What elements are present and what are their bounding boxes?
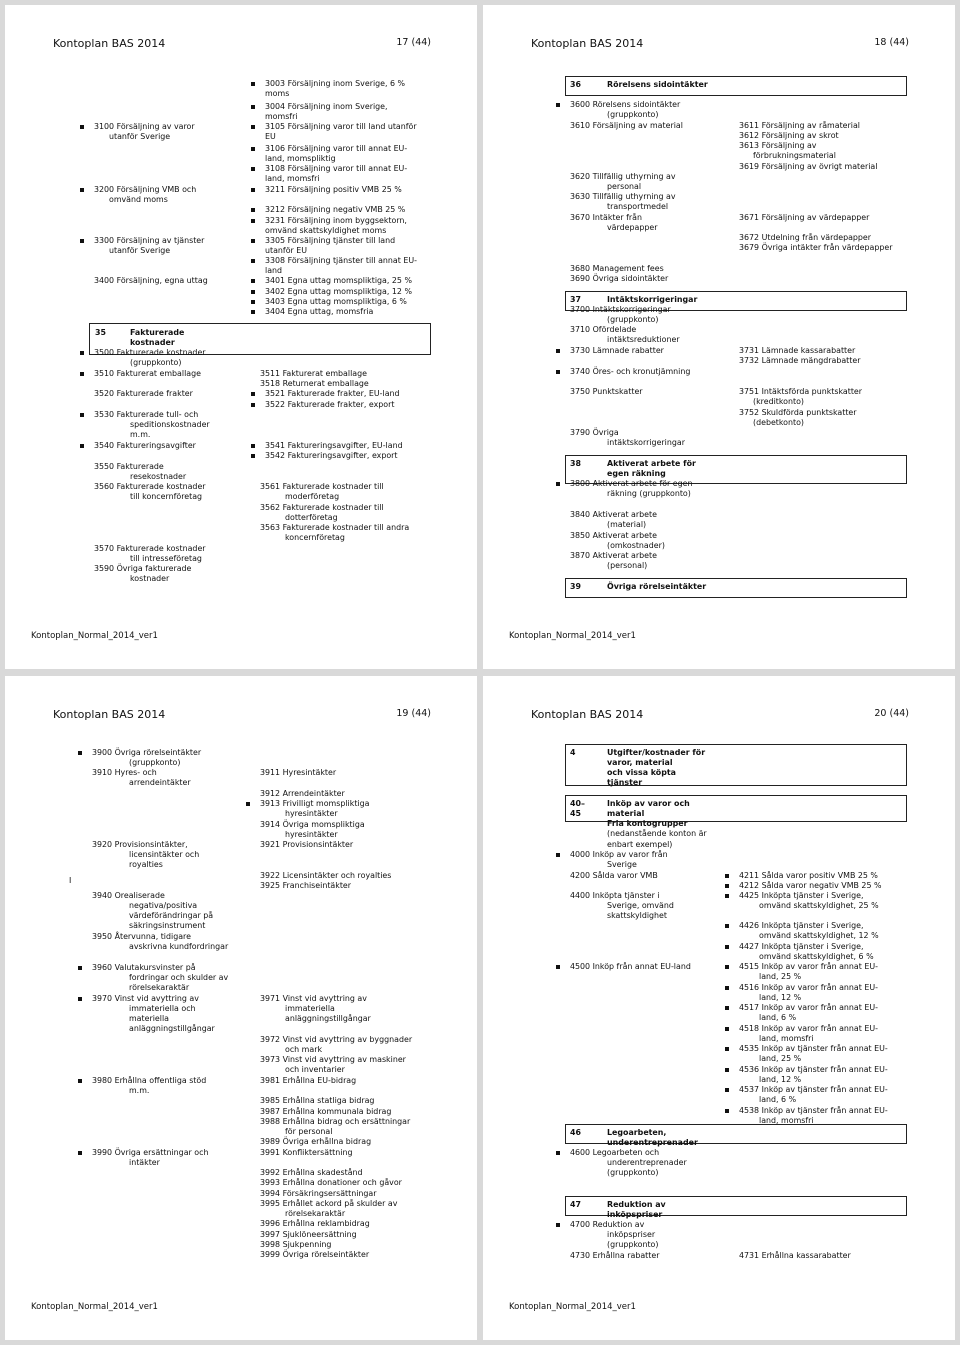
account-line: räkning (gruppkonto) — [607, 489, 691, 498]
bullet-marker — [251, 82, 255, 86]
account-line: 4537 Inköp av tjänster från annat EU- — [739, 1085, 888, 1094]
account-line: förbrukningsmaterial — [753, 151, 836, 160]
account-line: EU — [265, 132, 276, 141]
account-line: 3004 Försäljning inom Sverige, — [265, 102, 388, 111]
account-line: fordringar och skulder av — [129, 973, 229, 982]
account-line: land, 12 % — [759, 1075, 802, 1084]
account-line: immateriella — [285, 1004, 335, 1013]
page-footer: Kontoplan_Normal_2014_ver1 — [31, 1302, 158, 1312]
bullet-marker — [251, 392, 255, 396]
account-line: utanför Sverige — [109, 246, 171, 255]
bullet-marker — [556, 965, 560, 969]
page-header-title: Kontoplan BAS 2014 — [53, 37, 166, 50]
account-line: 3690 Övriga sidointäkter — [570, 274, 669, 283]
account-line: (gruppkonto) — [607, 110, 659, 119]
account-line: 3212 Försäljning negativ VMB 25 % — [265, 205, 406, 214]
account-line: 3108 Försäljning varor till annat EU- — [265, 164, 408, 173]
account-line: land, 6 % — [759, 1095, 797, 1104]
bullet-marker — [251, 147, 255, 151]
account-line: värdeförändringar på — [129, 911, 214, 920]
account-line: 3561 Fakturerade kostnader till — [260, 482, 384, 491]
account-line: 3980 Erhållna offentliga stöd — [92, 1076, 207, 1085]
page-number: 17 (44) — [396, 37, 431, 48]
account-line: utanför Sverige — [109, 132, 171, 141]
account-line: 3752 Skuldförda punktskatter — [739, 408, 857, 417]
account-line: 3992 Erhållna skadestånd — [260, 1168, 363, 1177]
account-line: 3790 Övriga — [570, 428, 619, 437]
account-line: 3914 Övriga momspliktiga — [260, 820, 365, 829]
bullet-marker — [246, 802, 250, 806]
account-line: 4427 Inköpta tjänster i Sverige, — [739, 942, 864, 951]
account-line: 3740 Öres- och kronutjämning — [570, 367, 691, 376]
bullet-marker — [251, 167, 255, 171]
account-line: 3619 Försäljning av övrigt material — [739, 162, 878, 171]
account-line: 3613 Försäljning av — [739, 141, 817, 150]
account-line: 3680 Management fees — [570, 264, 664, 273]
account-line: Sverige — [607, 860, 637, 869]
account-line: hyresintäkter — [285, 830, 338, 839]
account-line: 3522 Fakturerade frakter, export — [265, 400, 395, 409]
account-line: omvänd skattskyldighet, 25 % — [759, 901, 879, 910]
account-line: 3500 Fakturerade kostnader — [94, 348, 206, 357]
bullet-marker — [725, 986, 729, 990]
bullet-marker — [251, 403, 255, 407]
account-line: intäkter — [129, 1158, 160, 1167]
bullet-marker — [251, 188, 255, 192]
account-line: 4730 Erhållna rabatter — [570, 1251, 660, 1260]
account-line: materiella — [129, 1014, 169, 1023]
account-line: 3610 Försäljning av material — [570, 121, 683, 130]
account-line: hyresintäkter — [285, 809, 338, 818]
account-line: arrendeintäkter — [129, 778, 191, 787]
account-line: 3511 Fakturerat emballage — [260, 369, 367, 378]
account-line: 3231 Försäljning inom byggsektorn, — [265, 216, 407, 225]
account-line: 3925 Franchiseintäkter — [260, 881, 352, 890]
account-line: 3518 Returnerat emballage — [260, 379, 369, 388]
account-line: 3521 Fakturerade frakter, EU-land — [265, 389, 400, 398]
bullet-marker — [251, 208, 255, 212]
account-line: (gruppkonto) — [130, 358, 182, 367]
account-line: 3620 Tillfällig uthyrning av — [570, 172, 676, 181]
account-line: 3560 Fakturerade kostnader — [94, 482, 206, 491]
page-20 — [483, 676, 955, 1340]
account-line: 3590 Övriga fakturerade — [94, 564, 192, 573]
bullet-marker — [251, 454, 255, 458]
account-line: tjänster — [607, 778, 643, 787]
account-line: momsfri — [265, 112, 298, 121]
account-line: Aktiverat arbete för — [607, 459, 696, 468]
bullet-marker — [78, 1151, 82, 1155]
account-line: 3731 Lämnade kassarabatter — [739, 346, 856, 355]
account-line: 3612 Försäljning av skrot — [739, 131, 839, 140]
account-line: 3981 Erhållna EU-bidrag — [260, 1076, 357, 1085]
account-line: personal — [607, 182, 642, 191]
account-line: land, 25 % — [759, 1054, 802, 1063]
account-line: 3542 Faktureringsavgifter, export — [265, 451, 398, 460]
bullet-marker — [80, 413, 84, 417]
account-line: 3913 Frivilligt momspliktiga — [260, 799, 370, 808]
account-line: 3541 Faktureringsavgifter, EU-land — [265, 441, 403, 450]
bullet-marker — [556, 349, 560, 353]
account-line: land, momsfri — [265, 174, 320, 183]
page-footer: Kontoplan_Normal_2014_ver1 — [509, 1302, 636, 1312]
account-line: 36 — [570, 80, 581, 89]
account-line: 38 — [570, 459, 581, 468]
bullet-marker — [251, 125, 255, 129]
account-line: 3563 Fakturerade kostnader till andra — [260, 523, 410, 532]
account-line: 3940 Orealiserade — [92, 891, 165, 900]
account-line: 3400 Försäljning, egna uttag — [94, 276, 208, 285]
page-header-title: Kontoplan BAS 2014 — [531, 37, 644, 50]
account-line: 3671 Försäljning av värdepapper — [739, 213, 870, 222]
bullet-marker — [251, 300, 255, 304]
account-line: land, momsfri — [759, 1034, 814, 1043]
bullet-marker — [725, 1088, 729, 1092]
page-footer: Kontoplan_Normal_2014_ver1 — [31, 631, 158, 641]
account-line: 3520 Fakturerade frakter — [94, 389, 193, 398]
account-line: 4538 Inköp av tjänster från annat EU- — [739, 1106, 888, 1115]
account-line: land, momsfri — [759, 1116, 814, 1125]
account-line: 3305 Försäljning tjänster till land — [265, 236, 396, 245]
account-line: 3308 Försäljning tjänster till annat EU- — [265, 256, 417, 265]
account-line: 4500 Inköp från annat EU-land — [570, 962, 691, 971]
account-line: 3850 Aktiverat arbete — [570, 531, 657, 540]
account-line: Inköp av varor och — [607, 799, 690, 808]
account-line: 4000 Inköp av varor från — [570, 850, 668, 859]
account-line: inköpspriser — [607, 1210, 663, 1219]
account-line: land, 6 % — [759, 1013, 797, 1022]
page-header-title: Kontoplan BAS 2014 — [53, 708, 166, 721]
account-line: 35 — [95, 328, 106, 337]
bullet-marker — [556, 1223, 560, 1227]
account-line: 3911 Hyresintäkter — [260, 768, 337, 777]
account-line: 3750 Punktskatter — [570, 387, 643, 396]
account-line: land, 12 % — [759, 993, 802, 1002]
account-line: moms — [265, 89, 290, 98]
bullet-marker — [725, 945, 729, 949]
account-line: (personal) — [607, 561, 648, 570]
account-line: Fakturerade — [130, 328, 185, 337]
account-line: 3105 Försäljning varor till land utanför — [265, 122, 417, 131]
bullet-marker — [251, 259, 255, 263]
account-line: säkringsinstrument — [129, 921, 206, 930]
account-line: underentreprenader — [607, 1158, 687, 1167]
account-line: 4700 Reduktion av — [570, 1220, 645, 1229]
bullet-marker — [80, 444, 84, 448]
account-line: anläggningstillgångar — [285, 1014, 371, 1023]
account-line: Legoarbeten, — [607, 1128, 667, 1137]
bullet-marker — [80, 372, 84, 376]
account-line: 4516 Inköp av varor från annat EU- — [739, 983, 878, 992]
bullet-marker — [251, 105, 255, 109]
bullet-marker — [251, 444, 255, 448]
account-line: 3910 Hyres- och — [92, 768, 157, 777]
account-line: land, 25 % — [759, 972, 802, 981]
page-number: 18 (44) — [874, 37, 909, 48]
account-line: (omkostnader) — [607, 541, 665, 550]
account-line: royalties — [129, 860, 163, 869]
account-line: 3800 Aktiverat arbete för egen — [570, 479, 693, 488]
account-line: omvänd moms — [109, 195, 168, 204]
account-line: 3870 Aktiverat arbete — [570, 551, 657, 560]
account-line: material — [607, 809, 645, 818]
account-line: rörelsekaraktär — [285, 1209, 346, 1218]
account-line: transportmedel — [607, 202, 669, 211]
account-line: till intresseföretag — [130, 554, 202, 563]
account-line: Intäktskorrigeringar — [607, 295, 698, 304]
account-line: 3540 Faktureringsavgifter — [94, 441, 196, 450]
account-line: 4731 Erhållna kassarabatter — [739, 1251, 851, 1260]
account-line: (nedanstående konton är — [607, 829, 707, 838]
account-line: värdepapper — [607, 223, 658, 232]
account-line: 3999 Övriga rörelseintäkter — [260, 1250, 370, 1259]
account-line: 3402 Egna uttag momspliktiga, 12 % — [265, 287, 412, 296]
account-line: (material) — [607, 520, 647, 529]
account-line: 3562 Fakturerade kostnader till — [260, 503, 384, 512]
account-line: 3106 Försäljning varor till annat EU- — [265, 144, 408, 153]
account-line: 3970 Vinst vid avyttring av — [92, 994, 199, 1003]
account-line: 4425 Inköpta tjänster i Sverige, — [739, 891, 864, 900]
account-line: licensintäkter och — [129, 850, 200, 859]
account-line: inköpspriser — [607, 1230, 656, 1239]
account-line: och mark — [285, 1045, 323, 1054]
account-line: 46 — [570, 1128, 581, 1137]
bullet-marker — [725, 1006, 729, 1010]
account-line: 3972 Vinst vid avyttring av byggnader — [260, 1035, 413, 1044]
account-line: 3990 Övriga ersättningar och — [92, 1148, 209, 1157]
account-line: 3672 Utdelning från värdepapper — [739, 233, 872, 242]
account-line: 3922 Licensintäkter och royalties — [260, 871, 392, 880]
account-line: rörelsekaraktär — [129, 983, 190, 992]
bullet-marker — [251, 239, 255, 243]
account-line: 3751 Intäktsförda punktskatter — [739, 387, 863, 396]
account-line: (kreditkonto) — [753, 397, 804, 406]
account-line: 4400 Inköpta tjänster i — [570, 891, 660, 900]
account-line: 3550 Fakturerade — [94, 462, 164, 471]
account-line: och vissa köpta — [607, 768, 676, 777]
account-line: 3987 Erhållna kommunala bidrag — [260, 1107, 392, 1116]
account-line: 3679 Övriga intäkter från värdepapper — [739, 243, 893, 252]
account-line: 4518 Inköp av varor från annat EU- — [739, 1024, 878, 1033]
page-18 — [483, 5, 955, 669]
account-line: land, momspliktig — [265, 154, 336, 163]
bullet-marker — [725, 874, 729, 878]
account-line: skattskyldighet — [607, 911, 667, 920]
account-line: Fria kontogrupper — [607, 819, 688, 828]
account-line: 3973 Vinst vid avyttring av maskiner — [260, 1055, 406, 1064]
account-line: (gruppkonto) — [129, 758, 181, 767]
page-number: 19 (44) — [396, 708, 431, 719]
account-line: 3993 Erhållna donationer och gåvor — [260, 1178, 402, 1187]
account-line: 3670 Intäkter från — [570, 213, 642, 222]
account-line: kostnader — [130, 338, 175, 347]
account-line: 3611 Försäljning av råmaterial — [739, 121, 860, 130]
account-line: dotterföretag — [285, 513, 338, 522]
account-line: 4535 Inköp av tjänster från annat EU- — [739, 1044, 888, 1053]
bullet-marker — [556, 370, 560, 374]
account-line: anläggningstillgångar — [129, 1024, 215, 1033]
bullet-marker — [80, 125, 84, 129]
page-footer: Kontoplan_Normal_2014_ver1 — [509, 631, 636, 641]
bullet-marker — [556, 1151, 560, 1155]
account-line: för personal — [285, 1127, 333, 1136]
page-17 — [5, 5, 477, 669]
account-line: 3710 Ofördelade — [570, 325, 637, 334]
bullet-marker — [251, 310, 255, 314]
account-line: 3200 Försäljning VMB och — [94, 185, 197, 194]
account-line: 4536 Inköp av tjänster från annat EU- — [739, 1065, 888, 1074]
account-line: negativa/positiva — [129, 901, 198, 910]
account-line: 3401 Egna uttag momspliktiga, 25 % — [265, 276, 412, 285]
bullet-marker — [251, 219, 255, 223]
account-line: koncernföretag — [285, 533, 345, 542]
account-line: underentreprenader — [607, 1138, 698, 1147]
account-line: 3995 Erhållet ackord på skulder av — [260, 1199, 398, 1208]
bullet-marker — [725, 924, 729, 928]
account-line: (debetkonto) — [753, 418, 805, 427]
account-line: omvänd skattskyldighet, 6 % — [759, 952, 874, 961]
account-line: (gruppkonto) — [607, 1240, 659, 1249]
page-19 — [5, 676, 477, 1340]
account-line: avskrivna kundfordringar — [129, 942, 229, 951]
bullet-marker — [78, 1079, 82, 1083]
account-line: 3003 Försäljning inom Sverige, 6 % — [265, 79, 406, 88]
account-line: intäktskorrigeringar — [607, 438, 685, 447]
account-line: 4212 Sålda varor negativ VMB 25 % — [739, 881, 882, 890]
page-number: 20 (44) — [874, 708, 909, 719]
page-header-title: Kontoplan BAS 2014 — [531, 708, 644, 721]
account-line: Sverige, omvänd — [607, 901, 674, 910]
bullet-marker — [78, 751, 82, 755]
account-line: 3971 Vinst vid avyttring av — [260, 994, 367, 1003]
account-line: utanför EU — [265, 246, 308, 255]
account-line: 3991 Konfliktersättning — [260, 1148, 353, 1157]
account-line: 3985 Erhållna statliga bidrag — [260, 1096, 375, 1105]
bullet-marker — [78, 966, 82, 970]
bullet-marker — [80, 351, 84, 355]
account-line: varor, material — [607, 758, 673, 767]
account-line: m.m. — [130, 430, 151, 439]
bullet-marker — [725, 894, 729, 898]
bullet-marker — [78, 997, 82, 1001]
account-line: 45 — [570, 809, 581, 818]
account-line: 4211 Sålda varor positiv VMB 25 % — [739, 871, 878, 880]
account-line: 3920 Provisionsintäkter, — [92, 840, 188, 849]
account-line: 3960 Valutakursvinster på — [92, 963, 196, 972]
bullet-marker — [725, 965, 729, 969]
account-line: och inventarier — [285, 1065, 345, 1074]
bullet-marker — [251, 279, 255, 283]
account-line: 3700 Intäktskorrigeringar — [570, 305, 671, 314]
bullet-marker — [556, 103, 560, 107]
bullet-marker — [725, 1047, 729, 1051]
bullet-marker — [725, 1027, 729, 1031]
account-line: 4 — [570, 748, 576, 757]
account-line: omvänd skattskyldighet, 12 % — [759, 931, 879, 940]
account-line: m.m. — [129, 1086, 150, 1095]
account-line: 4515 Inköp av varor från annat EU- — [739, 962, 878, 971]
account-line: Reduktion av — [607, 1200, 666, 1209]
account-line: 4600 Legoarbeten och — [570, 1148, 660, 1157]
account-line: 3988 Erhållna bidrag och ersättningar — [260, 1117, 411, 1126]
account-line: 3600 Rörelsens sidointäkter — [570, 100, 681, 109]
account-line: 3403 Egna uttag momspliktiga, 6 % — [265, 297, 407, 306]
account-line: resekostnader — [130, 472, 187, 481]
account-line: 3921 Provisionsintäkter — [260, 840, 354, 849]
account-line: 3998 Sjukpenning — [260, 1240, 332, 1249]
account-line: 3989 Övriga erhållna bidrag — [260, 1137, 372, 1146]
account-line: 37 — [570, 295, 581, 304]
account-line: 3100 Försäljning av varor — [94, 122, 195, 131]
bullet-marker — [725, 1068, 729, 1072]
account-line: egen räkning — [607, 469, 666, 478]
account-line: 3900 Övriga rörelseintäkter — [92, 748, 202, 757]
account-line: 3570 Fakturerade kostnader — [94, 544, 206, 553]
account-line: (gruppkonto) — [607, 315, 659, 324]
bullet-marker — [80, 188, 84, 192]
account-line: 47 — [570, 1200, 581, 1209]
account-line: 3912 Arrendeintäkter — [260, 789, 345, 798]
bullet-marker — [725, 1109, 729, 1113]
account-line: Utgifter/kostnader för — [607, 748, 706, 757]
account-line: 3994 Försäkringsersättningar — [260, 1189, 377, 1198]
account-line: 3950 Återvunna, tidigare — [92, 932, 191, 941]
account-line: 3300 Försäljning av tjänster — [94, 236, 205, 245]
account-line: 3840 Aktiverat arbete — [570, 510, 657, 519]
account-line: I — [69, 876, 72, 885]
account-line: speditionskostnader — [130, 420, 210, 429]
account-line: 4426 Inköpta tjänster i Sverige, — [739, 921, 864, 930]
bullet-marker — [556, 853, 560, 857]
account-line: land — [265, 266, 283, 275]
account-line: 3730 Lämnade rabatter — [570, 346, 664, 355]
account-line: 3530 Fakturerade tull- och — [94, 410, 199, 419]
account-line: Övriga rörelseintäkter — [607, 582, 707, 591]
account-line: 4200 Sålda varor VMB — [570, 871, 658, 880]
account-line: till koncernföretag — [130, 492, 203, 501]
account-line: 3996 Erhållna reklambidrag — [260, 1219, 370, 1228]
account-line: 39 — [570, 582, 581, 591]
bullet-marker — [80, 239, 84, 243]
account-line: immateriella och — [129, 1004, 196, 1013]
account-line: 40– — [570, 799, 585, 808]
account-line: 3732 Lämnade mängdrabatter — [739, 356, 861, 365]
account-line: kostnader — [130, 574, 170, 583]
account-line: moderföretag — [285, 492, 340, 501]
account-line: Rörelsens sidointäkter — [607, 80, 708, 89]
bullet-marker — [556, 482, 560, 486]
account-line: (gruppkonto) — [607, 1168, 659, 1177]
account-line: 3404 Egna uttag, momsfria — [265, 307, 374, 316]
account-line: 3510 Fakturerat emballage — [94, 369, 201, 378]
account-line: 4517 Inköp av varor från annat EU- — [739, 1003, 878, 1012]
bullet-marker — [725, 884, 729, 888]
account-line: intäktsreduktioner — [607, 335, 680, 344]
account-line: 3630 Tillfällig uthyrning av — [570, 192, 676, 201]
account-line: 3211 Försäljning positiv VMB 25 % — [265, 185, 402, 194]
account-line: 3997 Sjuklöneersättning — [260, 1230, 357, 1239]
bullet-marker — [251, 290, 255, 294]
account-line: omvänd skattskyldighet moms — [265, 226, 387, 235]
account-line: enbart exempel) — [607, 840, 673, 849]
